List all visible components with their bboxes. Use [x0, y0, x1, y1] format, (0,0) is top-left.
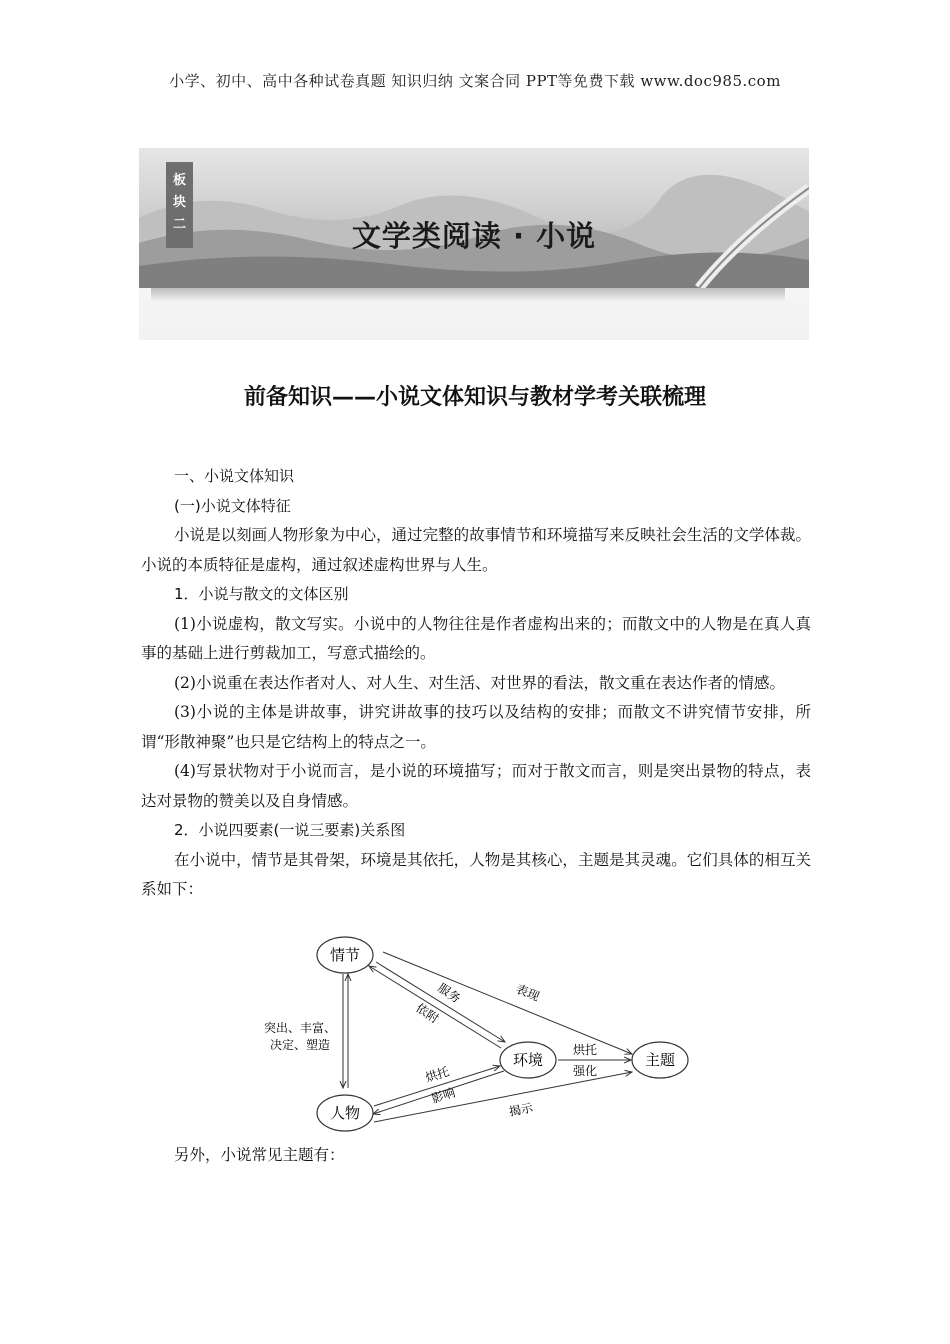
banner-shadow: [151, 288, 785, 302]
subsection-heading: (一)小说文体特征: [174, 496, 291, 515]
tag-char: 板: [172, 173, 186, 188]
novel-elements-diagram: [255, 928, 695, 1138]
body-paragraph: (3)小说的主体是讲故事，讲究讲故事的技巧以及结构的安排；而散文不讲究情节安排，所谓“形散神聚”也只是它结构上的特点之一。: [141, 703, 811, 751]
label-serve-2: 务: [445, 987, 464, 1006]
trailing-paragraph: 另外，小说常见主题有：: [174, 1146, 345, 1164]
label-influence: 影响: [429, 1085, 457, 1106]
label-rely-1: 依: [413, 1000, 432, 1019]
arrow-character-to-theme: [374, 1072, 632, 1122]
node-character-label: 人物: [329, 1104, 361, 1122]
body-paragraph: (4)写景状物对于小说而言，是小说的环境描写；而对于散文而言，则是突出景物的特点，表达对景物的赞美以及自身情感。: [141, 762, 811, 810]
body-paragraph: (2)小说重在表达作者对人、对人生、对生活、对世界的看法，散文重在表达作者的情感。: [174, 673, 785, 692]
label-plot-character-1: 突出、丰富、: [263, 1021, 337, 1035]
label-reveal: 揭示: [507, 1100, 535, 1119]
body-paragraph: 在小说中，情节是其骨架，环境是其依托，人物是其核心，主题是其灵魂。它们具体的相互关系如下：: [141, 850, 811, 898]
arrow-environment-to-plot: [369, 966, 501, 1048]
page-title: 前备知识——小说文体知识与教材学考关联梳理: [243, 385, 706, 410]
banner-title: 文学类阅读 · 小说: [351, 219, 597, 253]
node-plot-label: 情节: [329, 946, 361, 964]
label-contrast: 烘托: [572, 1043, 598, 1057]
node-environment-label: 环境: [512, 1051, 544, 1069]
section-banner: [139, 148, 809, 340]
article-body: [141, 462, 811, 905]
tag-char: 块: [172, 195, 186, 210]
label-plot-character-2: 决定、塑造: [269, 1038, 331, 1052]
tag-char: 二: [172, 217, 186, 232]
label-express: 表现: [513, 981, 542, 1004]
node-theme-label: 主题: [644, 1051, 676, 1069]
arrow-plot-to-environment: [376, 962, 505, 1042]
label-foil: 烘托: [423, 1064, 451, 1085]
label-strengthen: 强化: [572, 1064, 598, 1078]
body-paragraph: 小说是以刻画人物形象为中心，通过完整的故事情节和环境描写来反映社会生活的文学体裁。小说的本质特征是虚构，通过叙述虚构世界与人生。: [141, 526, 811, 574]
body-paragraph: (1)小说虚构，散文写实。小说中的人物往往是作者虚构出来的；而散文中的人物是在真人真事的基础上进行剪裁加工，写意式描绘的。: [141, 614, 811, 662]
label-serve-1: 服: [435, 980, 454, 999]
label-rely-2: 附: [423, 1007, 442, 1026]
section-heading: 一、小说文体知识: [174, 467, 295, 485]
subsection-heading: 2．小说四要素(一说三要素)关系图: [174, 821, 406, 839]
page-header-text: 小学、初中、高中各种试卷真题 知识归纳 文案合同 PPT等免费下载 www.doc985.com: [169, 72, 781, 90]
subsection-heading: 1．小说与散文的文体区别: [174, 585, 349, 603]
